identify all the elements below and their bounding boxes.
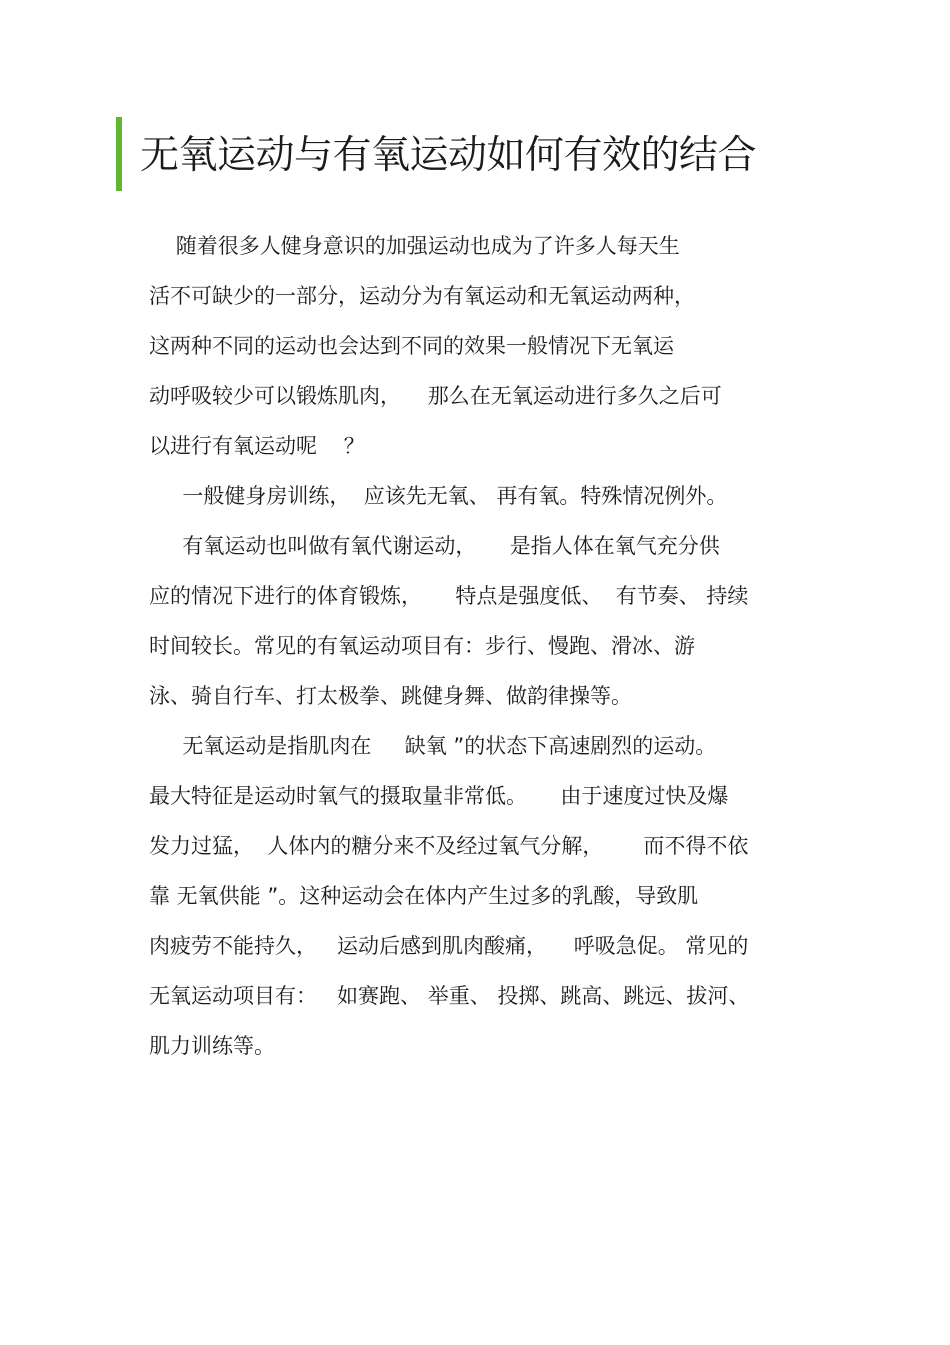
body-line: 肌力训练等。 [149, 1034, 275, 1058]
body-line: 随着很多人健身意识的加强运动也成为了许多人每天生 [149, 234, 680, 258]
body-line: 活不可缺少的一部分，运动分为有氧运动和无氧运动两种， [149, 284, 695, 308]
body-line: 靠 无氧供能 ”。这种运动会在体内产生过多的乳酸，导致肌 [149, 884, 699, 908]
body-line: 动呼吸较少可以锻炼肌肉， 那么在无氧运动进行多久之后可 [149, 384, 722, 408]
body-line: 发力过猛， 人体内的糖分来不及经过氧气分解， 而不得不依 [149, 834, 749, 858]
body-line: 无氧运动项目有： 如赛跑、 举重、 投掷、跳高、跳远、拔河、 [149, 984, 750, 1008]
body-line: 有氧运动也叫做有氧代谢运动， 是指人体在氧气充分供 [149, 534, 720, 558]
body-line: 时间较长。常见的有氧运动项目有：步行、慢跑、滑冰、游 [149, 634, 695, 658]
title-accent-bar [116, 117, 122, 191]
body-line: 这两种不同的运动也会达到不同的效果一般情况下无氧运 [149, 334, 674, 358]
body-line: 最大特征是运动时氧气的摄取量非常低。 由于速度过快及爆 [149, 784, 729, 808]
body-line: 一般健身房训练， 应该先无氧、 再有氧。特殊情况例外。 [149, 484, 728, 508]
document-title: 无氧运动与有氧运动如何有效的结合 [140, 133, 757, 178]
body-line: 泳、骑自行车、打太极拳、跳健身舞、做韵律操等。 [149, 684, 632, 708]
body-line: 以进行有氧运动呢 ？ [149, 434, 365, 458]
body-line: 肉疲劳不能持久， 运动后感到肌肉酸痛， 呼吸急促。 常见的 [149, 934, 749, 958]
body-line: 应的情况下进行的体育锻炼， 特点是强度低、 有节奏、 持续 [149, 584, 749, 608]
body-line: 无氧运动是指肌肉在 缺氧 ”的状态下高速剧烈的运动。 [149, 734, 717, 758]
